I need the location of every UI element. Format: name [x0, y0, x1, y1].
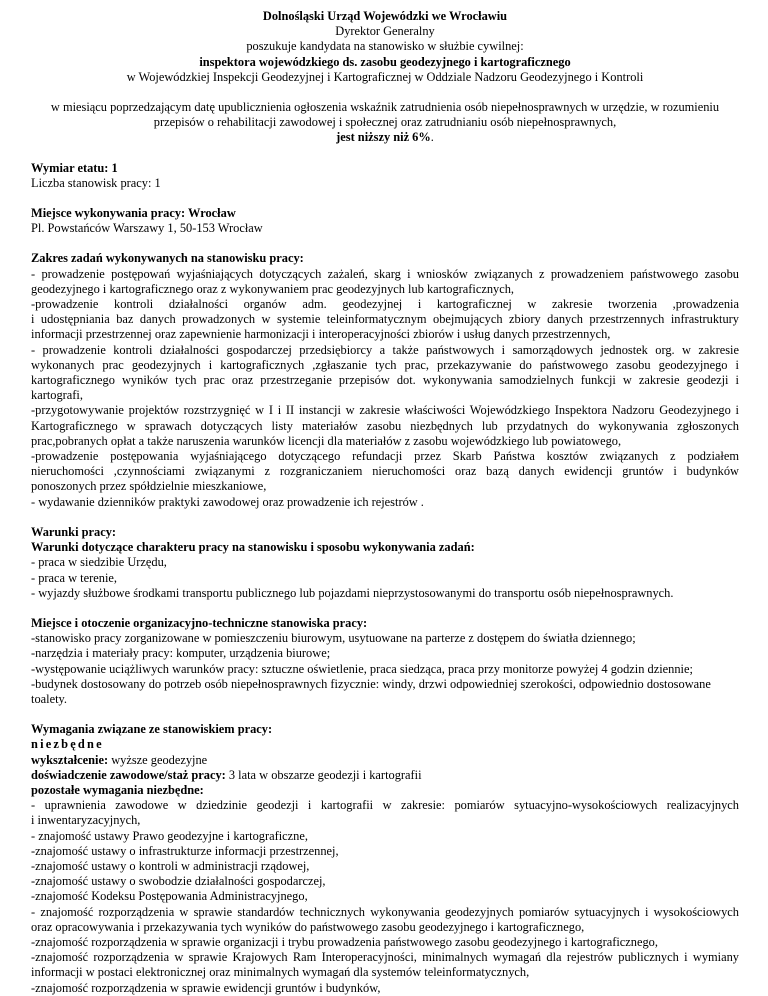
- condition-item: - praca w siedzibie Urzędu,: [31, 555, 167, 570]
- education-row: [31, 753, 739, 768]
- environment-item: -stanowisko pracy zorganizowane w pomieszczeniu biurowym, usytuowane na parterze z dostępem do światła dziennego;: [31, 631, 636, 646]
- disability-notice: [31, 100, 739, 146]
- requirement-line: - uprawnienia zawodowe w dziedzinie geodezji i kartografii w zakresie: pomiarów sytuacyjno-wysokościowych realizacyjnych: [31, 798, 739, 813]
- duty-line: nieruchomości ,czynnościami związanymi z rozgraniczaniem nieruchomości oraz bazą danych ewidencji gruntów i budynków: [31, 464, 739, 479]
- location-section: [31, 206, 739, 236]
- education-value: wyższe geodezyjne: [108, 752, 208, 767]
- director-title: Dyrektor Generalny: [335, 24, 435, 39]
- environment-item: -występowanie uciążliwych warunków pracy: sztuczne oświetlenie, praca siedząca, praca przy monitorze powyżej 4 godzin dziennie;: [31, 661, 693, 676]
- requirement-line: - znajomość rozporządzenia w sprawie standardów technicznych wykonywania geodezyjnych pomiarów sytuacyjnych i wysokościowych: [31, 904, 739, 919]
- conditions-title: Warunki pracy:: [31, 524, 117, 539]
- office-name: Dolnośląski Urząd Wojewódzki we Wrocławiu: [262, 9, 508, 23]
- notice-period: .: [430, 130, 434, 145]
- duty-line: - prowadzenie kontroli działalności gospodarczej przedsiębiorcy a także państwowych i samorządowych jednostek org. w zakresie: [31, 342, 739, 357]
- environment-item: toalety.: [31, 691, 68, 706]
- duty-line: - wydawanie dzienników praktyki zawodowej oraz prowadzenie ich rejestrów .: [31, 494, 424, 509]
- notice-line: przepisów o rehabilitacji zawodowej i społecznej oraz zatrudnianiu osób niepełnosprawnych,: [153, 115, 617, 130]
- requirement-line: -znajomość rozporządzenia w sprawie organizacji i trybu prowadzenia państwowego zasobu geodezyjnego i kartograficznego,: [31, 934, 658, 949]
- positions-count: Liczba stanowisk pracy: 1: [31, 175, 161, 190]
- location-title: Miejsce wykonywania pracy: Wrocław: [31, 206, 236, 221]
- requirement-line: -znajomość ustawy o kontroli w administracji rządowej,: [31, 858, 310, 873]
- requirements-title: Wymagania związane ze stanowiskiem pracy:: [31, 722, 273, 737]
- duty-line: informacji przestrzennej oraz zapewnienie harmonizacji i interoperacyjności zbiorów i usług danych przestrzennych,: [31, 327, 611, 342]
- condition-item: - wyjazdy służbowe środkami transportu publicznego lub pojazdami nieprzystosowanymi do transportu osób niepełnosprawnych.: [31, 585, 674, 600]
- duty-line: -przygotowywanie projektów rozstrzygnięć w I i II instancji w zakresie właściwości Wojewódzkiego Inspektora Nadzoru Geodezyjnego i: [31, 403, 739, 418]
- duties-title: Zakres zadań wykonywanych na stanowisku pracy:: [31, 251, 304, 266]
- environment-section: [31, 616, 739, 707]
- duty-line: - prowadzenie postępowań wyjaśniających dotyczących zażaleń, skarg i wniosków związanych z prowadzeniem państwowego zasobu: [31, 266, 739, 281]
- duty-line: kartografi,: [31, 388, 83, 403]
- duty-line: i udostępniania baz danych prowadzonych w systemie teleinformatycznym obejmujących zbiory danych przestrzennych infrastruktury: [31, 312, 739, 327]
- requirement-line: -znajomość rozporządzenia w sprawie ewidencji gruntów i budynków,: [31, 980, 381, 995]
- duty-line: ponoszonych przez spółdzielnie mieszkaniowe,: [31, 479, 267, 494]
- notice-line: w miesiącu poprzedzającym datę upublicznienia ogłoszenia wskaźnik zatrudnienia osób niepełnosprawnych w urzędzie, w rozumieniu: [50, 100, 720, 115]
- location-address: Pl. Powstańców Warszawy 1, 50-153 Wrocław: [31, 221, 263, 236]
- experience-label: doświadczenie zawodowe/staż pracy:: [31, 767, 226, 782]
- position-title: inspektora wojewódzkiego ds. zasobu geodezyjnego i kartograficznego: [199, 54, 571, 69]
- duty-line: wykonanych prac geodezyjnych i kartograficznych ,zgłaszanie tych prac, przekazywanie do państwowego zasobu geodezyjnego i: [31, 357, 739, 372]
- announcement-header: [31, 0, 739, 85]
- requirement-line: -znajomość ustawy o swobodzie działalności gospodarczej,: [31, 874, 326, 889]
- duties-section: [31, 251, 739, 509]
- environment-item: -narzędzia i materiały pracy: komputer, urządzenia biurowe;: [31, 646, 331, 661]
- requirement-line: - znajomość ustawy Prawo geodezyjne i kartograficzne,: [31, 828, 308, 843]
- seeking-text: poszukuje kandydata na stanowisko w służbie cywilnej:: [246, 39, 524, 54]
- experience-row: [31, 768, 739, 783]
- education-label: wykształcenie:: [31, 752, 109, 767]
- other-requirements-label: pozostałe wymagania niezbędne:: [31, 782, 204, 797]
- environment-title: Miejsce i otoczenie organizacyjno-techniczne stanowiska pracy:: [31, 615, 368, 630]
- duty-line: -prowadzenie kontroli działalności organów adm. geodezyjnej i kartograficznej w zakresie tworzenia ,prowadzenia: [31, 297, 739, 312]
- duty-line: kartograficznego wyników tych prac oraz przestrzeganie przepisów dot. wykonywania samodzielnych funkcji w zakresie geodezji i: [31, 373, 739, 388]
- environment-item: -budynek dostosowany do potrzeb osób niepełnosprawnych fizycznie: windy, drzwi odpowiedniej szerokości, odpowiednio dostosowane: [31, 676, 711, 691]
- requirement-line: i inwentaryzacyjnych,: [31, 813, 141, 828]
- necessary-heading: niezbędne: [31, 737, 104, 752]
- requirement-line: -znajomość rozporządzenia w sprawie Krajowych Ram Interoperacyjności, minimalnych wymagań dla rejestrów publicznych i wymiany: [31, 950, 739, 965]
- duty-line: -prowadzenie postępowania wyjaśniającego dotyczącego refundacji przez Skarb Państwa kosztów związanych z podziałem: [31, 449, 739, 464]
- employment-fte: Wymiar etatu: 1: [31, 160, 118, 175]
- requirement-line: oraz opracowywania i przekazywania tych wyników do państwowego zasobu geodezyjnego i kartograficznego,: [31, 919, 585, 934]
- experience-value: 3 lata w obszarze geodezji i kartografii: [225, 767, 422, 782]
- requirement-line: -znajomość ustawy o infrastrukturze informacji przestrzennej,: [31, 843, 339, 858]
- condition-item: - praca w terenie,: [31, 570, 117, 585]
- notice-line: [31, 130, 739, 145]
- requirements-section: [31, 722, 739, 996]
- requirement-line: informacji w postaci elektronicznej oraz minimalnych wymagań dla systemów teleinformatycznych,: [31, 965, 530, 980]
- notice-emphasis: jest niższy niż 6%: [336, 130, 431, 145]
- duty-line: geodezyjnego i kartograficznego oraz z wykonywaniem prac geodezyjnych lub kartograficznych,: [31, 281, 515, 296]
- duty-line: Kartograficznego w sprawach dotyczących listy materiałów zasobu niezbędnych lub przydatnych do wykonywania zgłoszonych: [31, 418, 739, 433]
- conditions-section: [31, 525, 739, 601]
- conditions-subtitle: Warunki dotyczące charakteru pracy na stanowisku i sposobu wykonywania zadań:: [31, 540, 475, 555]
- employment-section: [31, 161, 739, 191]
- requirement-line: -znajomość Kodeksu Postępowania Administracyjnego,: [31, 889, 308, 904]
- department-name: w Wojewódzkiej Inspekcji Geodezyjnej i Kartograficznej w Oddziale Nadzoru Geodezyjnego i Kontroli: [126, 69, 644, 84]
- duty-line: prac,pobranych opłat a także naruszenia warunków licencji dla materiałów z zasobu wojewódzkiego lub powiatowego,: [31, 433, 622, 448]
